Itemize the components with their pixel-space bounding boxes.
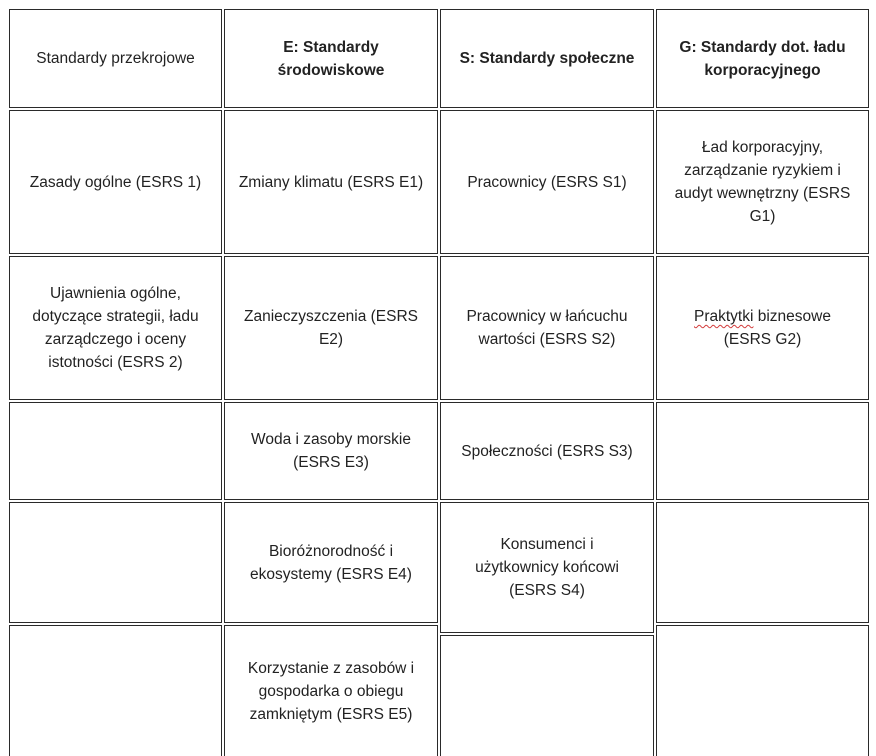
env-row-2 — [224, 256, 438, 400]
gov-row-1-text: Ład korporacyjny, zarządzanie ryzykiem i audyt wewnętrzny (ESRS G1) — [674, 139, 851, 225]
header-social-text: S: Standardy społeczne — [459, 50, 635, 67]
env-row-3 — [224, 402, 438, 500]
gov-row-2 — [656, 256, 869, 400]
header-environmental — [224, 9, 438, 108]
gov-row-4-empty — [656, 502, 869, 623]
cross-row-2-text: Ujawnienia ogólne, dotyczące strategii, ładu zarządczego i oceny istotności (ESRS 2) — [32, 285, 199, 371]
gov-row-2-text — [677, 305, 848, 351]
env-row-4 — [224, 502, 438, 623]
header-social — [440, 9, 654, 108]
gov-row-2-rest: biznesowe (ESRS G2) — [723, 308, 831, 348]
cross-row-1 — [9, 110, 222, 254]
soc-row-4 — [440, 502, 654, 633]
header-governance-text: G: Standardy dot. ładu korporacyjnego — [679, 38, 846, 79]
soc-row-3-text: Społeczności (ESRS S3) — [461, 442, 633, 460]
cross-row-1-text: Zasady ogólne (ESRS 1) — [29, 173, 202, 191]
gov-row-3-empty — [656, 402, 869, 500]
env-row-4-text: Bioróżnorodność i ekosystemy (ESRS E4) — [250, 542, 412, 583]
soc-row-2 — [440, 256, 654, 400]
soc-row-3 — [440, 402, 654, 500]
cross-row-2 — [9, 256, 222, 400]
spellcheck-word: Praktytki — [694, 308, 754, 325]
env-row-3-text: Woda i zasoby morskie (ESRS E3) — [251, 431, 411, 471]
env-row-1-text: Zmiany klimatu (ESRS E1) — [238, 173, 424, 191]
soc-row-4-text: Konsumenci i użytkownicy końcowi (ESRS S4) — [475, 536, 619, 599]
header-cross-cutting-text: Standardy przekrojowe — [36, 50, 195, 67]
soc-row-2-text: Pracownicy w łańcuchu wartości (ESRS S2) — [466, 308, 628, 348]
env-row-2-text: Zanieczyszczenia (ESRS E2) — [243, 308, 418, 348]
cross-row-4-empty — [9, 502, 222, 623]
gov-row-5-empty — [656, 625, 869, 756]
env-row-1 — [224, 110, 438, 254]
env-row-5-text: Korzystanie z zasobów i gospodarka o obiegu zamkniętym (ESRS E5) — [247, 659, 415, 723]
soc-row-1-text: Pracownicy (ESRS S1) — [467, 173, 627, 191]
env-row-5 — [224, 625, 438, 756]
gov-row-1 — [656, 110, 869, 254]
header-cross-cutting — [9, 9, 222, 108]
cross-row-5-empty — [9, 625, 222, 756]
soc-row-5-empty — [440, 635, 654, 756]
cross-row-3-empty — [9, 402, 222, 500]
header-governance — [656, 9, 869, 108]
header-environmental-text: E: Standardy środowiskowe — [277, 38, 385, 79]
soc-row-1 — [440, 110, 654, 254]
